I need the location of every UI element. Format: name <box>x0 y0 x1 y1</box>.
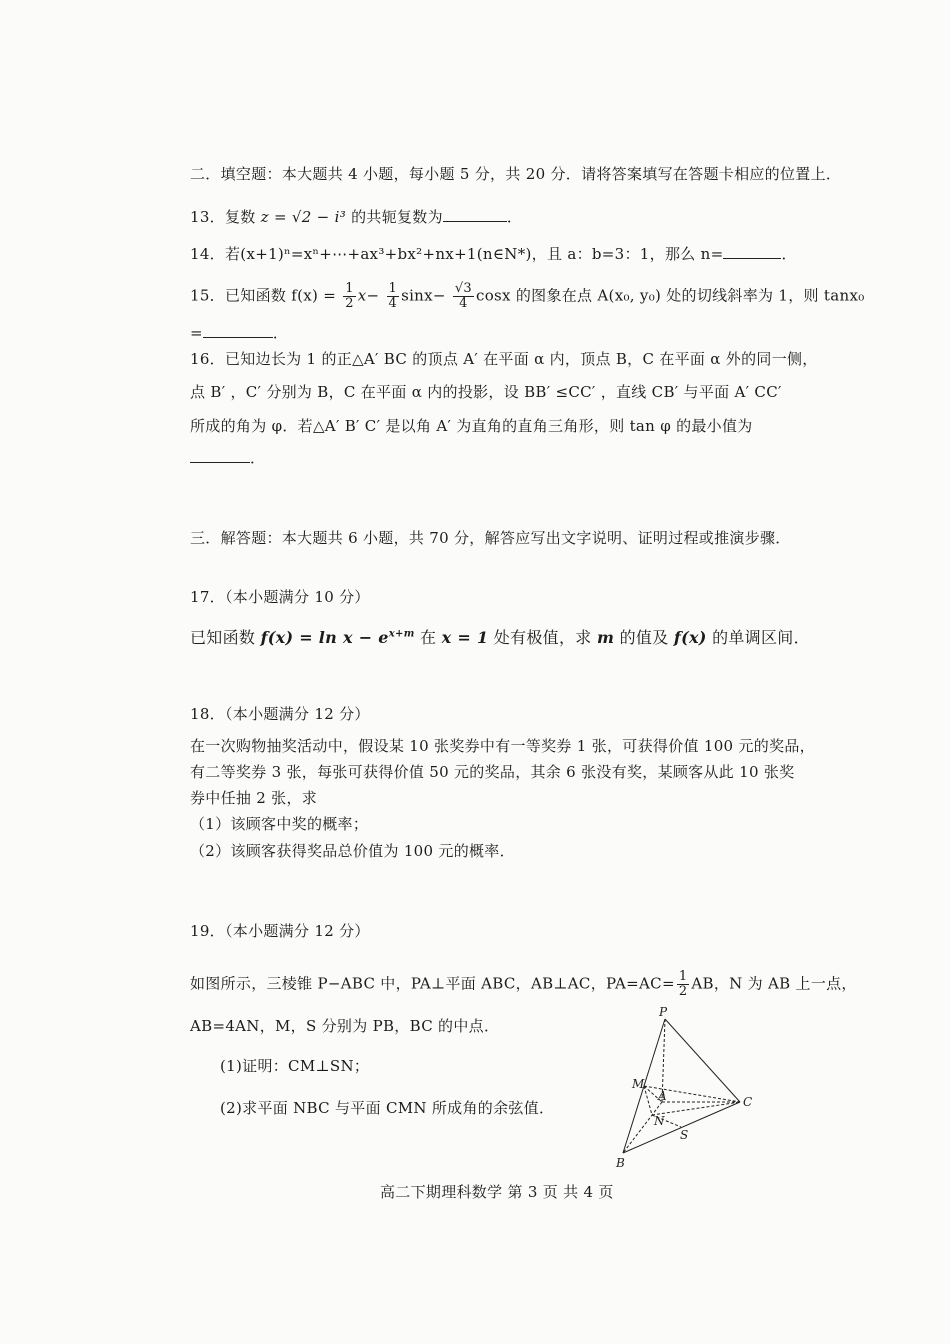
q13-number: 13． <box>190 208 225 226</box>
question-17-body: 已知函数 $f(x) = \ln x - e^{x+m}$ 在 x = 1 处有极值，求 m 的值及 f(x) 的单调区间． <box>190 628 810 647</box>
question-18-part-1: （1）该顾客中奖的概率； <box>190 815 369 833</box>
q14-text: 若(x+1)ⁿ=xⁿ+⋯+ax³+bx²+nx+1(n∈N*)，且 a：b=3：1，那么 n= <box>225 245 724 263</box>
q14-number: 14． <box>190 245 225 263</box>
question-19-line-2: AB=4AN，M，S 分别为 PB，BC 的中点． <box>190 1017 500 1035</box>
q13-expression: z = √2 − i³ <box>260 208 347 226</box>
q13-suffix: 的共轭复数为 <box>351 208 443 226</box>
edge-PC <box>665 1019 740 1102</box>
q15-fraction-3: $\frac{√3}{4}$ <box>454 281 472 311</box>
question-19-part-2: (2)求平面 NBC 与平面 CMN 所成角的余弦值． <box>220 1099 555 1117</box>
page-footer: 高二下期理科数学 第 3 页 共 4 页 <box>380 1183 614 1201</box>
label-N: N <box>654 1114 665 1128</box>
pyramid-figure <box>610 1005 780 1180</box>
q19-fraction: $\frac{1}{2}$ <box>678 969 688 999</box>
question-18-line-3: 券中任抽 2 张，求 <box>190 789 318 807</box>
q15-answer-blank <box>203 323 273 338</box>
label-P: P <box>659 1005 668 1019</box>
label-C: C <box>743 1095 753 1109</box>
question-19-part-1: (1)证明：CM⊥SN； <box>220 1057 370 1075</box>
label-S: S <box>680 1128 689 1142</box>
segment-MN <box>644 1086 652 1115</box>
label-A: A <box>658 1089 667 1103</box>
question-18-line-2: 有二等奖券 3 张，每张可获得价值 50 元的奖品，其余 6 张没有奖，某顾客从此 10 张奖 <box>190 763 795 781</box>
q13-answer-blank <box>443 207 507 222</box>
section-2-header: 二．填空题：本大题共 4 小题，每小题 5 分，共 20 分．请将答案填写在答题卡相应的位置上． <box>190 165 842 183</box>
question-18-line-1: 在一次购物抽奖活动中，假设某 10 张奖券中有一等奖券 1 张，可获得价值 100 元的奖品， <box>190 737 815 755</box>
question-17-title: 17．（本小题满分 10 分） <box>190 588 370 606</box>
q13-prefix: 复数 <box>225 208 256 226</box>
question-16-line-1: 16．已知边长为 1 的正△A′ BC 的顶点 A′ 在平面 α 内，顶点 B，C 在平面 α 外的同一侧， <box>190 350 818 368</box>
label-M: M <box>632 1077 645 1091</box>
q17-function: $f(x) = \ln x - e^{x+m}$ <box>260 628 415 647</box>
section-3-header: 三．解答题：本大题共 6 小题，共 70 分，解答应写出文字说明、证明过程或推演步骤． <box>190 529 791 547</box>
question-15: 15．已知函数 f(x) = $\frac{1}{2}$ x− $\frac{1}{4}$ sinx− $\frac{√3}{4}$ cosx 的图象在点 A(x₀, y₀) 处的切线斜率为 1，则 tanx₀ <box>190 281 865 311</box>
q15-fraction-1: $\frac{1}{2}$ <box>345 281 354 311</box>
q15-number: 15． <box>190 286 225 305</box>
label-B: B <box>616 1156 625 1170</box>
q15-fraction-2: $\frac{1}{4}$ <box>388 281 398 311</box>
question-15-answer-line: = ． <box>190 324 289 342</box>
question-19-title: 19．（本小题满分 12 分） <box>190 922 370 940</box>
segment-NC <box>652 1102 740 1115</box>
q16-answer-blank <box>190 448 250 463</box>
q15-lead: 已知函数 f(x) = <box>225 286 337 305</box>
question-14: 14．若(x+1)ⁿ=xⁿ+⋯+ax³+bx²+nx+1(n∈N*)，且 a：b=3：1，那么 n= ． <box>190 245 797 263</box>
question-18-part-2: （2）该顾客获得奖品总价值为 100 元的概率． <box>190 842 515 860</box>
question-16-answer-line: ． <box>190 447 265 468</box>
q14-answer-blank <box>723 244 781 259</box>
question-13: 13．复数 z = √2 − i³ 的共轭复数为 ． <box>190 208 523 226</box>
question-18-title: 18．（本小题满分 12 分） <box>190 705 370 723</box>
question-19-line-1: 如图所示，三棱锥 P−ABC 中，PA⊥平面 ABC，AB⊥AC，PA=AC= $\frac{1}{2}$ AB，N 为 AB 上一点， <box>190 969 857 999</box>
question-16-line-2: 点 B′ ，C′ 分别为 B，C 在平面 α 内的投影，设 BB′ ≤CC′ ，直线 CB′ 与平面 A′ CC′ <box>190 383 782 401</box>
question-16-line-3: 所成的角为 φ．若△A′ B′ C′ 是以角 A′ 为直角的直角三角形，则 tan φ 的最小值为 <box>190 417 753 435</box>
